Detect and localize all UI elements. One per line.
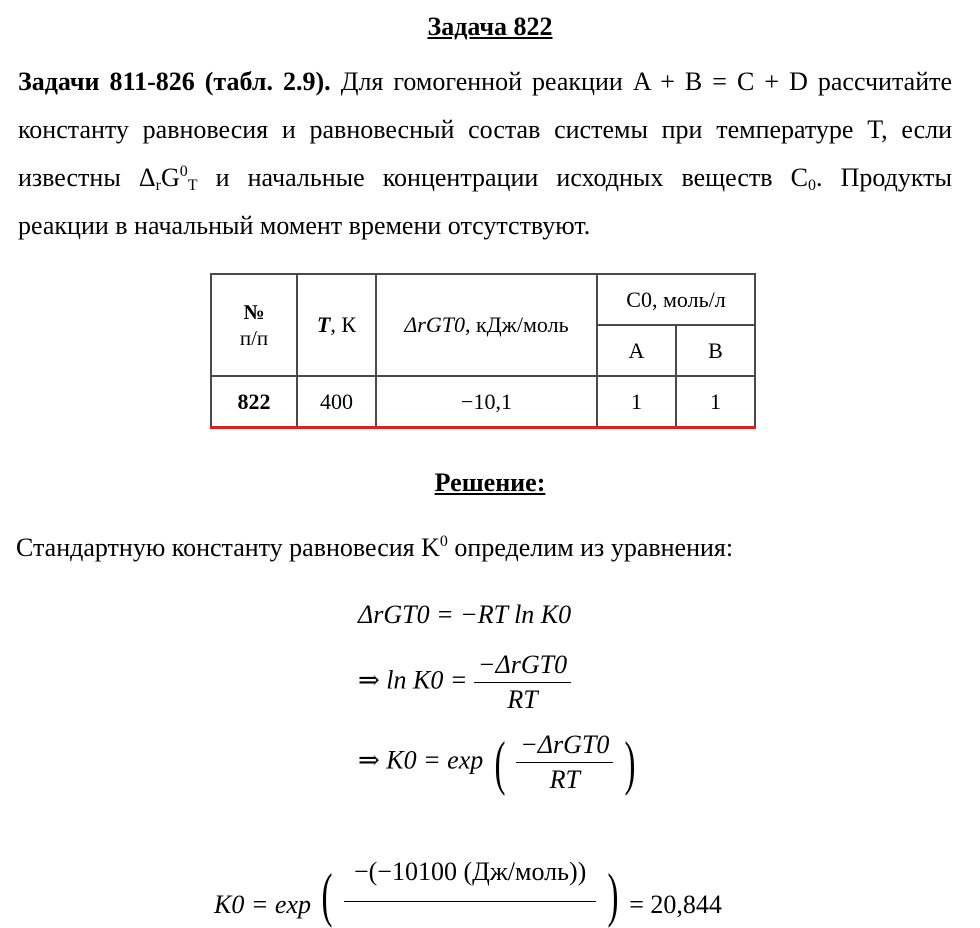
problem-statement (18, 58, 952, 250)
eq4-fraction (344, 845, 596, 902)
cell-temp: 400 (297, 376, 376, 428)
problem-sub-t: T (187, 177, 198, 194)
eq2-lhs: ⇒ ln K0 = (358, 665, 468, 695)
eq2-numerator: −ΔrGT0 (474, 650, 571, 683)
left-paren-icon: ( (494, 729, 506, 796)
header-num-symbol: № (243, 300, 265, 324)
data-table (210, 273, 756, 429)
header-temp-symbol: T (316, 312, 331, 337)
problem-sup-0: 0 (179, 163, 188, 180)
eq3-fraction (516, 730, 613, 795)
equation-3 (358, 730, 640, 795)
problem-bold-lead: Задачи 811-826 (табл. 2.9). (18, 67, 331, 96)
header-dg-unit: , кДж/моль (464, 312, 569, 337)
header-temp (297, 274, 376, 376)
problem-g: G (160, 163, 180, 192)
intro-text-1: Стандартную константу равновесия K (16, 533, 440, 562)
problem-sub-r: r (155, 177, 161, 194)
intro-text-2: определим из уравнения: (447, 533, 734, 562)
cell-a: 1 (597, 376, 676, 428)
cell-b: 1 (676, 376, 755, 428)
page-title: Задача 822 (427, 12, 553, 41)
cell-num: 822 (211, 376, 297, 428)
problem-text-1: Для гомогенной реакции A + B = C + D рассчитайте константу равновесия и равновесный состав системы при температуре T, если известны Δ (18, 67, 953, 192)
eq1-text: ΔrGT0 = −RT ln K0 (358, 600, 572, 629)
problem-text-3: . Продукты реакции в начальный момент времени отсутствуют. (18, 163, 952, 240)
problem-text-2: и начальные концентрации исходных веществ C (197, 163, 808, 192)
eq4-right-paren-icon: ) (607, 862, 619, 928)
eq2-denominator: RT (507, 685, 538, 714)
eq3-numerator: −ΔrGT0 (516, 730, 613, 763)
eq4-left-paren-icon: ( (321, 862, 333, 928)
header-dg (376, 274, 597, 376)
eq4-numerator: −(−10100 (Дж/моль)) (344, 857, 596, 902)
header-c0: C0, моль/л (597, 274, 755, 325)
equation-4 (214, 845, 722, 928)
header-num-pp: п/п (239, 326, 269, 350)
right-paren-icon: ) (624, 729, 636, 796)
eq3-lhs: ⇒ K0 = exp (358, 745, 484, 775)
eq2-fraction (474, 650, 571, 715)
intro-sup: 0 (439, 533, 448, 550)
eq4-result: = 20,844 (629, 889, 722, 919)
solution-intro (16, 533, 733, 563)
header-col-b: B (676, 325, 755, 376)
header-col-a: A (597, 325, 676, 376)
header-dg-label: ΔrGT0 (404, 312, 465, 337)
header-num (211, 274, 297, 376)
equation-2 (358, 650, 571, 715)
equation-1 (358, 600, 571, 630)
header-temp-unit: , К (330, 312, 357, 337)
eq4-lhs: K0 = exp (214, 889, 311, 919)
eq3-denominator: RT (549, 765, 580, 794)
table-underline (210, 426, 756, 429)
solution-title: Решение: (434, 468, 546, 497)
cell-dg: −10,1 (376, 376, 597, 428)
problem-sub-0: 0 (808, 177, 816, 194)
